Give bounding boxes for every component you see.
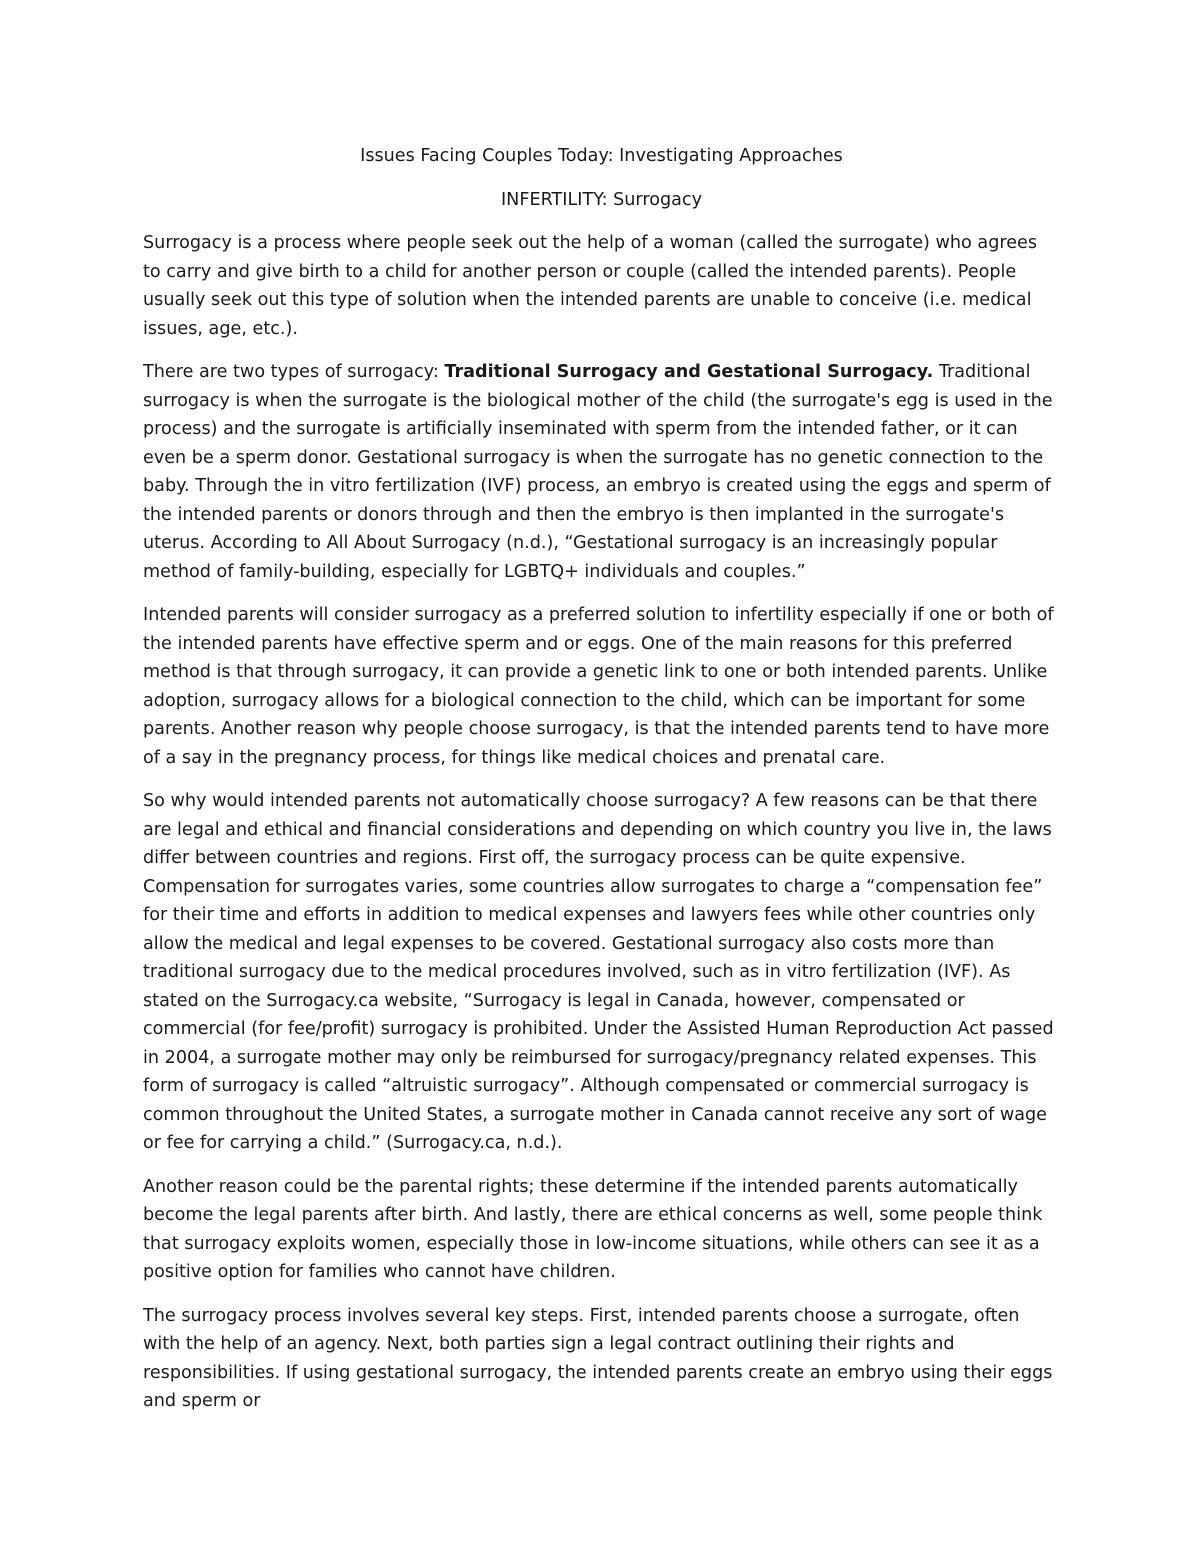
paragraph-types-bold: Traditional Surrogacy and Gestational Surrogacy. (444, 362, 934, 382)
paragraph-types (143, 358, 1060, 586)
paragraph-intro: Surrogacy is a process where people seek out the help of a woman (called the surrogate) who agrees to carry and give birth to a child for another person or couple (called the intended parents). People usually seek out this type of solution when the intended parents are unable to conceive (i.e. medical issues, age, etc.). (143, 233, 1038, 339)
document-subtitle: INFERTILITY: Surrogacy (500, 189, 703, 210)
paragraph-types-rest: Traditional surrogacy is when the surrogate is the biological mother of the child (the surrogate's egg is used in the process) and the surrogate is artificially inseminated with sperm from the intended father, or it can even be a sperm donor. Gestational surrogacy is when the surrogate has no genetic connection to the baby. Through the in vitro fertilization (IVF) process, an embryo is created using the eggs and sperm of the intended parents or donors through and then the embryo is then implanted in the surrogate's uterus. According to All About Surrogacy (n.d.), “Gestational surrogacy is an increasingly popular method of family-building, especially for LGBTQ+ individuals and couples.” (143, 362, 1053, 582)
paragraph-considerations: So why would intended parents not automatically choose surrogacy? A few reasons can be that there are legal and ethical and financial considerations and depending on which country you live in, the laws differ between countries and regions. First off, the surrogacy process can be quite expensive. Compensation for surrogates varies, some countries allow surrogates to charge a “compensation fee” for their time and efforts in addition to medical expenses and lawyers fees while other countries only allow the medical and legal expenses to be covered. Gestational surrogacy also costs more than traditional surrogacy due to the medical procedures involved, such as in vitro fertilization (IVF). As stated on the Surrogacy.ca website, “Surrogacy is legal in Canada, however, compensated or commercial (for fee/profit) surrogacy is prohibited. Under the Assisted Human Reproduction Act passed in 2004, a surrogate mother may only be reimbursed for surrogacy/pregnancy related expenses. This form of surrogacy is called “altruistic surrogacy”. Although compensated or commercial surrogacy is common throughout the United States, a surrogate mother in Canada cannot receive any sort of wage or fee for carrying a child.” (Surrogacy.ca, n.d.). (143, 791, 1054, 1153)
paragraph-process: The surrogacy process involves several key steps. First, intended parents choose a surrogate, often with the help of an agency. Next, both parties sign a legal contract outlining their rights and responsibilities. If using gestational surrogacy, the intended parents create an embryo using their eggs and sperm or (143, 1305, 1053, 1411)
paragraph-types-lead: There are two types of surrogacy: (143, 362, 445, 382)
paragraph-rights: Another reason could be the parental rights; these determine if the intended parents automatically become the legal parents after birth. And lastly, there are ethical concerns as well, some people think that surrogacy exploits women, especially those in low-income situations, while others can see it as a positive option for families who cannot have children. (143, 1176, 1043, 1282)
paragraph-reasons: Intended parents will consider surrogacy as a preferred solution to infertility especially if one or both of the intended parents have effective sperm and or eggs. One of the main reasons for this preferred method is that through surrogacy, it can provide a genetic link to one or both intended parents. Unlike adoption, surrogacy allows for a biological connection to the child, which can be important for some parents. Another reason why people choose surrogacy, is that the intended parents tend to have more of a say in the pregnancy process, for things like medical choices and prenatal care. (143, 605, 1054, 768)
document-title: Issues Facing Couples Today: Investigating Approaches (360, 146, 843, 166)
